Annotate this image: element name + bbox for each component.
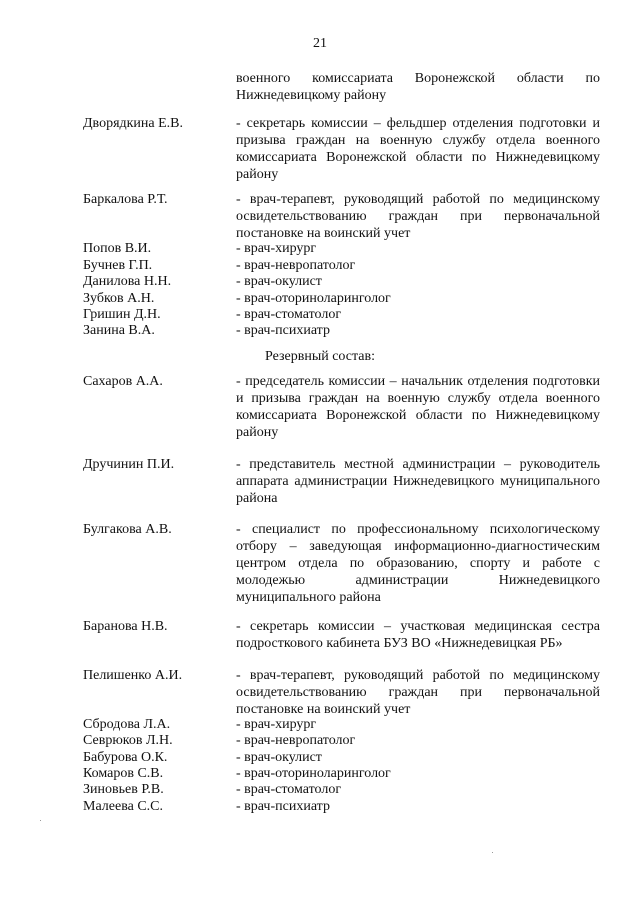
member-role: - врач-окулист — [236, 274, 322, 289]
page-number: 21 — [313, 36, 327, 51]
member-role: - врач-стоматолог — [236, 782, 342, 797]
scan-speck — [492, 852, 493, 853]
member-role: - врач-оториноларинголог — [236, 766, 391, 781]
member-role: - врач-терапевт, руководящий работой по медицинскому освидетельствованию граждан при первоначальной постановке на воинский учет — [236, 668, 600, 717]
member-name: Севрюков Л.Н. — [83, 733, 173, 748]
member-name: Попов В.И. — [83, 241, 152, 256]
member-role: - врач-невропатолог — [236, 733, 356, 748]
member-role: - врач-терапевт, руководящий работой по медицинскому освидетельствованию граждан при первоначальной постановке на воинский учет — [236, 192, 600, 241]
member-role: - врач-стоматолог — [236, 307, 342, 322]
member-role: - представитель местной администрации – руководитель аппарата администрации Нижнедевицкого муниципального района — [236, 457, 600, 506]
member-name: Баранова Н.В. — [83, 619, 168, 634]
member-name: Бабурова О.К. — [83, 750, 168, 765]
member-role: - врач-психиатр — [236, 799, 330, 814]
member-role: - председатель комиссии – начальник отделения подготовки и призыва граждан на военную службу отдела военного комиссариата Воронежской области по Нижнедевицкому району — [236, 374, 600, 440]
member-role: - врач-хирург — [236, 717, 317, 732]
member-name: Дворядкина Е.В. — [83, 116, 184, 131]
member-role: - секретарь комиссии – участковая медицинская сестра подросткового кабинета БУЗ ВО «Нижнедевицкая РБ» — [236, 619, 600, 651]
member-name: Баркалова Р.Т. — [83, 192, 168, 207]
scan-speck — [40, 820, 41, 821]
member-role: военного комиссариата Воронежской области по Нижнедевицкому району — [236, 71, 600, 103]
member-name: Гришин Д.Н. — [83, 307, 161, 322]
member-name: Дручинин П.И. — [83, 457, 175, 472]
member-name: Пелишенко А.И. — [83, 668, 183, 683]
reserve-heading: Резервный состав: — [264, 349, 375, 364]
member-role: - секретарь комиссии – фельдшер отделения подготовки и призыва граждан на военную службу отдела военного комиссариата Воронежской области по Нижнедевицкому району — [236, 116, 600, 182]
member-name: Сбродова Л.А. — [83, 717, 171, 732]
member-role: - врач-оториноларинголог — [236, 291, 391, 306]
member-name: Бучнев Г.П. — [83, 258, 153, 273]
member-name: Малеева С.С. — [83, 799, 164, 814]
member-role: - специалист по профессиональному психологическому отбору – заведующая информационно-диагностическим центром отдела по образованию, спорту и работе с молодежью администрации Нижнедевицкого муниципального района — [236, 522, 600, 605]
member-name: Зубков А.Н. — [83, 291, 155, 306]
member-name: Сахаров А.А. — [83, 374, 163, 389]
member-name: Комаров С.В. — [83, 766, 164, 781]
member-role: - врач-невропатолог — [236, 258, 356, 273]
member-name: Булгакова А.В. — [83, 522, 172, 537]
member-role: - врач-окулист — [236, 750, 322, 765]
member-role: - врач-хирург — [236, 241, 317, 256]
member-name: Данилова Н.Н. — [83, 274, 172, 289]
member-name: Зиновьев Р.В. — [83, 782, 164, 797]
member-role: - врач-психиатр — [236, 323, 330, 338]
member-name: Занина В.А. — [83, 323, 155, 338]
